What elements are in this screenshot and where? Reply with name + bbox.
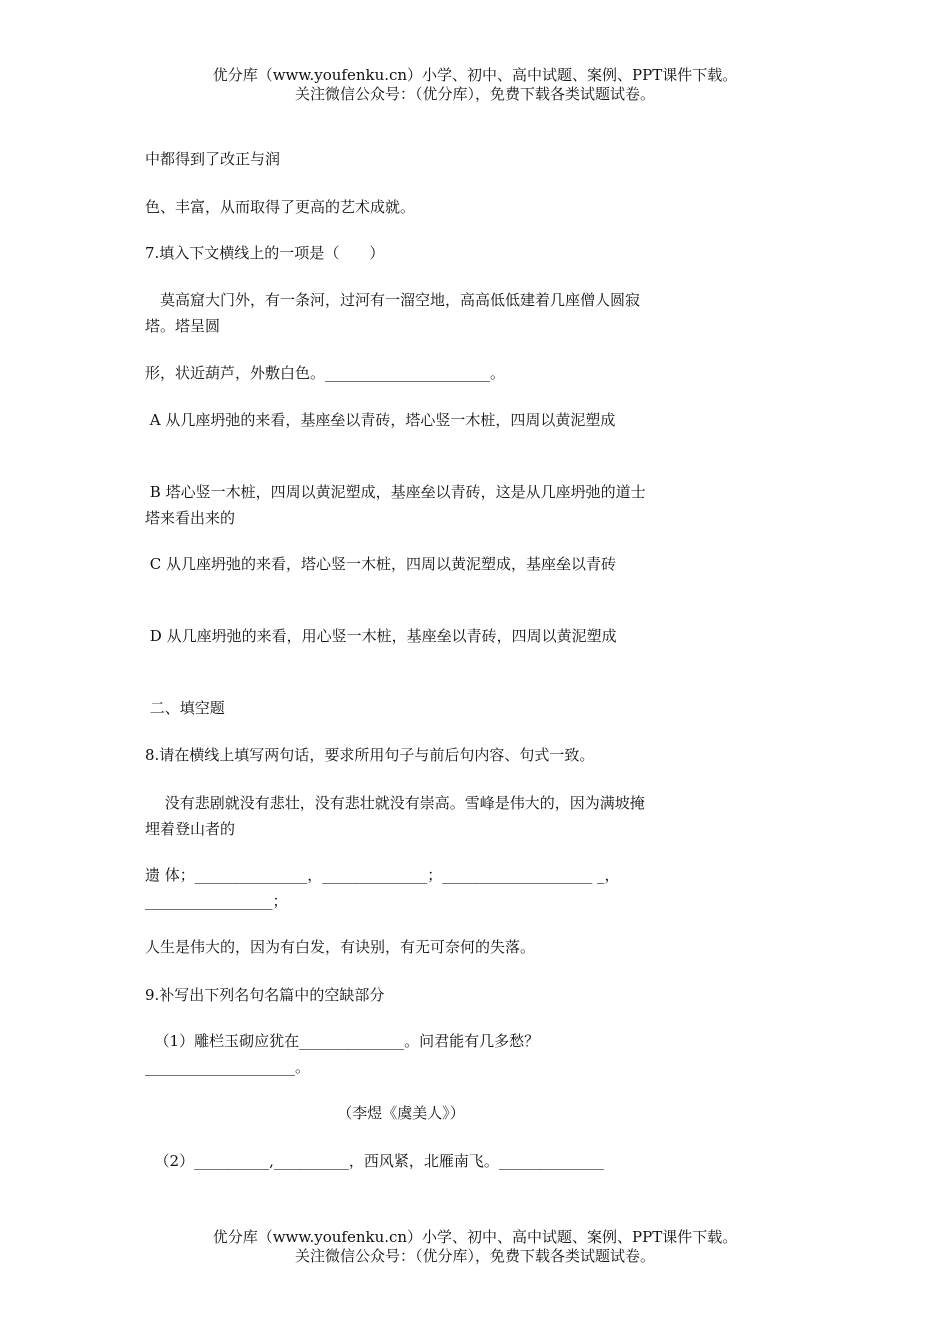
paragraph-continuation: 中都得到了改正与润: [145, 150, 281, 168]
header-line-1: 优分库（www.youfenku.cn）小学、初中、高中试题、案例、PPT课件下载。: [212, 66, 738, 84]
question-7-option-c: C 从几座坍弛的来看，塔心竖一木桩，四周以黄泥塑成，基座垒以青砖: [145, 555, 617, 573]
question-9-item-1-source: （李煜《虞美人》）: [337, 1104, 465, 1122]
question-7-option-a: A 从几座坍弛的来看，基座垒以青砖，塔心竖一木桩，四周以黄泥塑成: [145, 411, 616, 429]
question-7-title: 7.填入下文横线上的一项是（ ）: [145, 244, 385, 262]
question-7-option-b: B 塔心竖一木桩，四周以黄泥塑成，基座垒以青砖，这是从几座坍弛的道士塔来看出来的: [145, 483, 646, 527]
question-8-blanks: 遗 体；_______________，______________；____________________ _，_________________；: [145, 866, 620, 910]
section-heading-fill-in: 二、填空题: [145, 699, 225, 717]
paragraph-continuation-2: 色、丰富，从而取得了更高的艺术成就。: [145, 198, 416, 216]
page-header: [0, 66, 950, 104]
header-line-2: 关注微信公众号：（优分库），免费下载各类试题试卷。: [294, 85, 655, 103]
question-9-title: 9.补写出下列名句名篇中的空缺部分: [145, 986, 385, 1004]
footer-line-2: 关注微信公众号：（优分库），免费下载各类试题试卷。: [294, 1247, 655, 1265]
question-9-item-2: （2）__________,__________，西风紧，北雁南飞。______________: [145, 1152, 604, 1170]
question-7-passage-blank: 形，状近葫芦，外敷白色。______________________。: [145, 364, 506, 382]
question-7-option-d: D 从几座坍弛的来看，用心竖一木桩，基座垒以青砖，四周以黄泥塑成: [145, 627, 617, 645]
question-7-passage: 莫高窟大门外，有一条河，过河有一溜空地，高高低低建着几座僧人圆寂塔。塔呈圆: [145, 291, 641, 335]
question-8-passage: 没有悲剧就没有悲壮，没有悲壮就没有崇高。雪峰是伟大的，因为满坡掩埋着登山者的: [145, 794, 645, 838]
question-9-item-1: （1）雕栏玉砌应犹在______________。问君能有几多愁？____________________。: [145, 1032, 540, 1076]
question-8-passage-end: 人生是伟大的，因为有白发，有诀别，有无可奈何的失落。: [145, 938, 536, 956]
question-8-title: 8.请在横线上填写两句话，要求所用句子与前后句内容、句式一致。: [145, 746, 595, 764]
page-footer: [0, 1228, 950, 1266]
footer-line-1: 优分库（www.youfenku.cn）小学、初中、高中试题、案例、PPT课件下载。: [212, 1228, 738, 1246]
